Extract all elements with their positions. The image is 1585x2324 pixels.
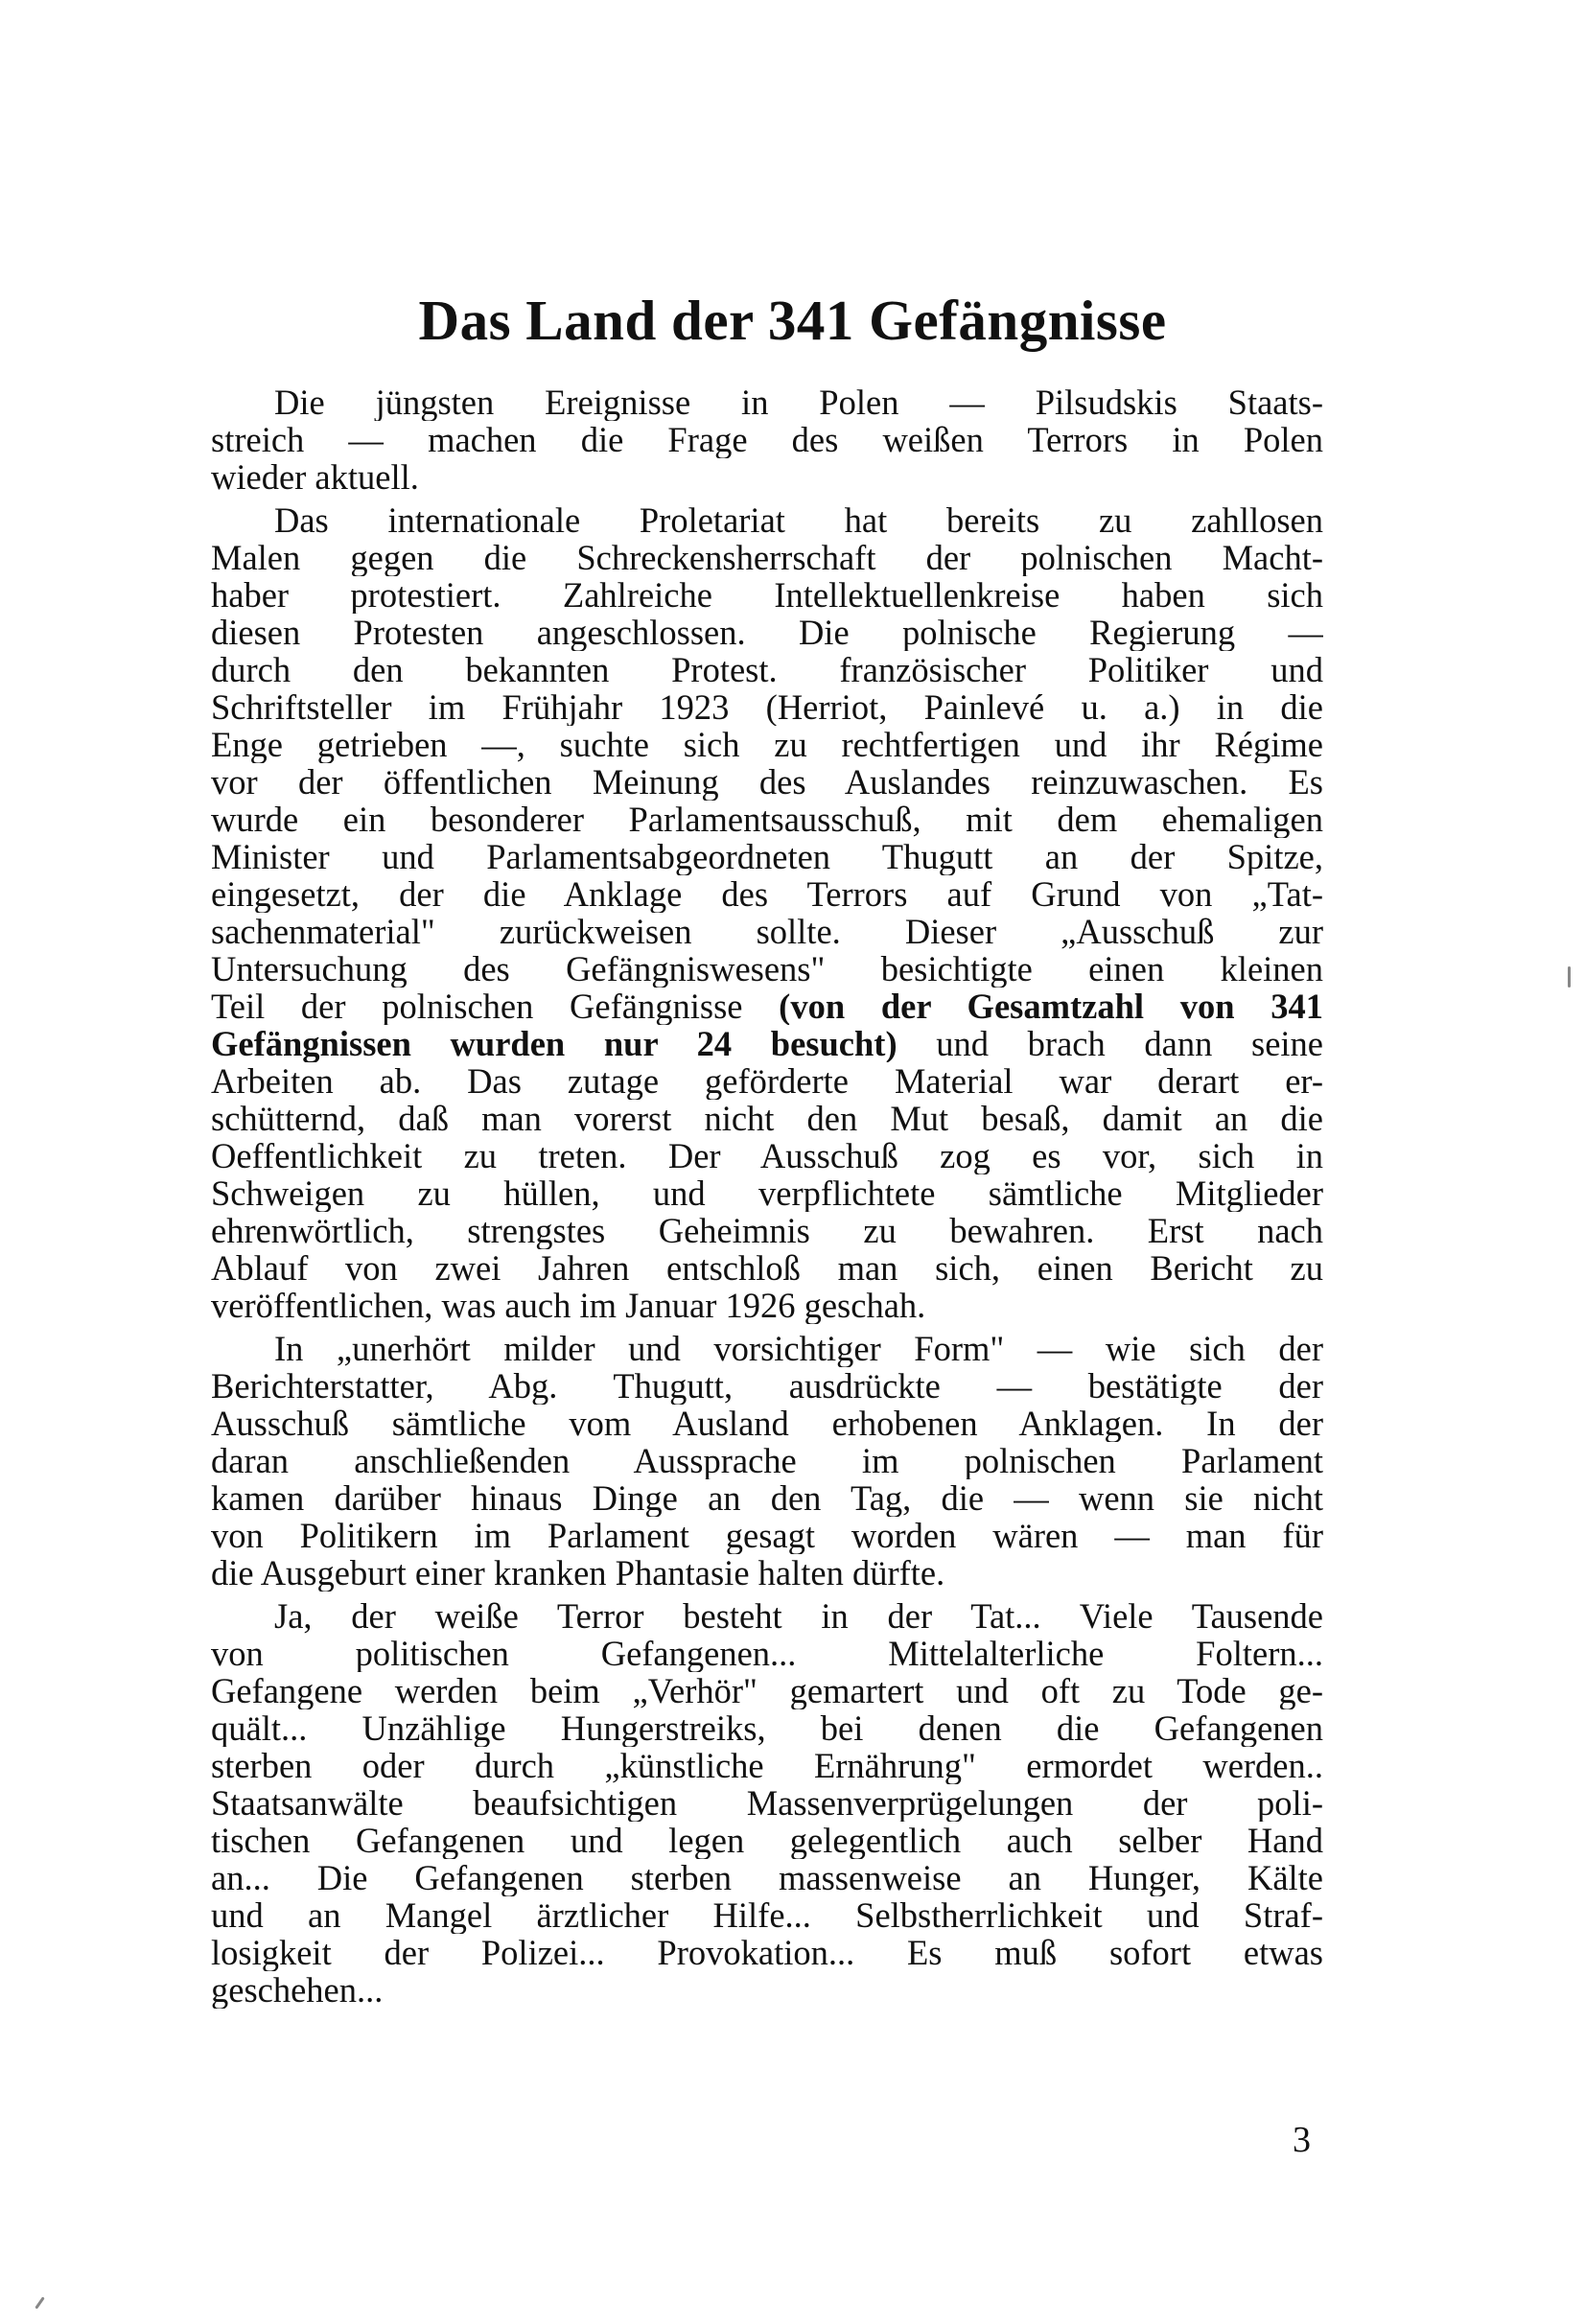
text-line: Ausschuß sämtliche vom Ausland erhobenen Anklagen. In der <box>211 1405 1323 1442</box>
text-line: wieder aktuell. <box>211 458 419 496</box>
text-line: tischen Gefangenen und legen gelegentlich auch selber Hand <box>211 1822 1323 1859</box>
text-line: vor der öffentlichen Meinung des Auslandes reinzuwaschen. Es <box>211 763 1323 801</box>
text-line: durch den bekannten Protest. französischer Politiker und <box>211 651 1323 688</box>
text-line: Ja, der weiße Terror besteht in der Tat... Viele Tausende <box>274 1597 1323 1635</box>
text-line: sterben oder durch „künstliche Ernährung" ermordet werden.. <box>211 1747 1323 1784</box>
text-line: Gefangene werden beim „Verhör" gemartert und oft zu Tode ge- <box>211 1672 1323 1709</box>
text-line: daran anschließenden Aussprache im polnischen Parlament <box>211 1442 1323 1479</box>
text-line: wurde ein besonderer Parlamentsausschuß, mit dem ehemaligen <box>211 801 1323 838</box>
text-line: von politischen Gefangenen... Mittelalterliche Foltern... <box>211 1635 1323 1672</box>
text-line: eingesetzt, der die Anklage des Terrors auf Grund von „Tat- <box>211 875 1323 913</box>
text-line: Die jüngsten Ereignisse in Polen — Pilsudskis Staats- <box>274 383 1323 421</box>
bold-text-segment: Gefängnissen wurden nur 24 besucht) <box>211 1025 897 1062</box>
text-line: kamen darüber hinaus Dinge an den Tag, die — wenn sie nicht <box>211 1479 1323 1517</box>
text-segment: und brach dann seine <box>897 1025 1323 1062</box>
text-line: Das internationale Proletariat hat bereits zu zahllosen <box>274 501 1323 539</box>
text-line: und an Mangel ärztlicher Hilfe... Selbstherrlichkeit und Straf- <box>211 1896 1323 1934</box>
text-line: Staatsanwälte beaufsichtigen Massenverprügelungen der poli- <box>211 1784 1323 1822</box>
text-line-mixed <box>211 1025 1323 1062</box>
text-line: die Ausgeburt einer kranken Phantasie halten dürfte. <box>211 1554 945 1592</box>
page-number: 3 <box>1293 2120 1311 2160</box>
text-line: Schweigen zu hüllen, und verpflichtete sämtliche Mitglieder <box>211 1174 1323 1212</box>
text-line: geschehen... <box>211 1971 384 2009</box>
body-text <box>211 383 1323 2014</box>
text-line: Untersuchung des Gefängniswesens" besichtigte einen kleinen <box>211 950 1323 988</box>
text-line: streich — machen die Frage des weißen Terrors in Polen <box>211 421 1323 458</box>
text-line: sachenmaterial" zurückweisen sollte. Dieser „Ausschuß zur <box>211 913 1323 950</box>
text-line: Oeffentlichkeit zu treten. Der Ausschuß zog es vor, sich in <box>211 1137 1323 1174</box>
bold-text-segment: (von der Gesamtzahl von 341 <box>779 988 1323 1025</box>
text-line: quält... Unzählige Hungerstreiks, bei denen die Gefangenen <box>211 1709 1323 1747</box>
text-line: veröffentlichen, was auch im Januar 1926 geschah. <box>211 1287 926 1324</box>
scan-speck <box>35 2296 44 2309</box>
text-line: Enge getrieben —, suchte sich zu rechtfertigen und ihr Régime <box>211 726 1323 763</box>
text-line: Berichterstatter, Abg. Thugutt, ausdrückte — bestätigte der <box>211 1367 1323 1405</box>
text-line: Arbeiten ab. Das zutage geförderte Material war derart er- <box>211 1062 1323 1100</box>
paragraph-3 <box>211 1330 1323 1592</box>
text-line: von Politikern im Parlament gesagt worden wären — man für <box>211 1517 1323 1554</box>
text-segment: Teil der polnischen Gefängnisse <box>211 988 780 1025</box>
text-line: an... Die Gefangenen sterben massenweise an Hunger, Kälte <box>211 1859 1323 1896</box>
text-line-mixed <box>211 988 1323 1025</box>
paragraph-2 <box>211 501 1323 1324</box>
text-line: diesen Protesten angeschlossen. Die polnische Regierung — <box>211 614 1323 651</box>
text-line: Ablauf von zwei Jahren entschloß man sich, einen Bericht zu <box>211 1249 1323 1287</box>
text-line: losigkeit der Polizei... Provokation... Es muß sofort etwas <box>211 1934 1323 1971</box>
paragraph-1 <box>211 383 1323 496</box>
paragraph-4 <box>211 1597 1323 2009</box>
text-line: Minister und Parlamentsabgeordneten Thugutt an der Spitze, <box>211 838 1323 875</box>
text-line: schütternd, daß man vorerst nicht den Mut besaß, damit an die <box>211 1100 1323 1137</box>
text-line: In „unerhört milder und vorsichtiger Form" — wie sich der <box>274 1330 1323 1367</box>
chapter-title: Das Land der 341 Gefängnisse <box>418 289 1167 352</box>
scan-speck <box>1568 966 1571 988</box>
text-line: Malen gegen die Schreckensherrschaft der polnischen Macht- <box>211 539 1323 576</box>
text-line: haber protestiert. Zahlreiche Intellektuellenkreise haben sich <box>211 576 1323 614</box>
text-line: ehrenwörtlich, strengstes Geheimnis zu bewahren. Erst nach <box>211 1212 1323 1249</box>
text-line: Schriftsteller im Frühjahr 1923 (Herriot, Painlevé u. a.) in die <box>211 688 1323 726</box>
